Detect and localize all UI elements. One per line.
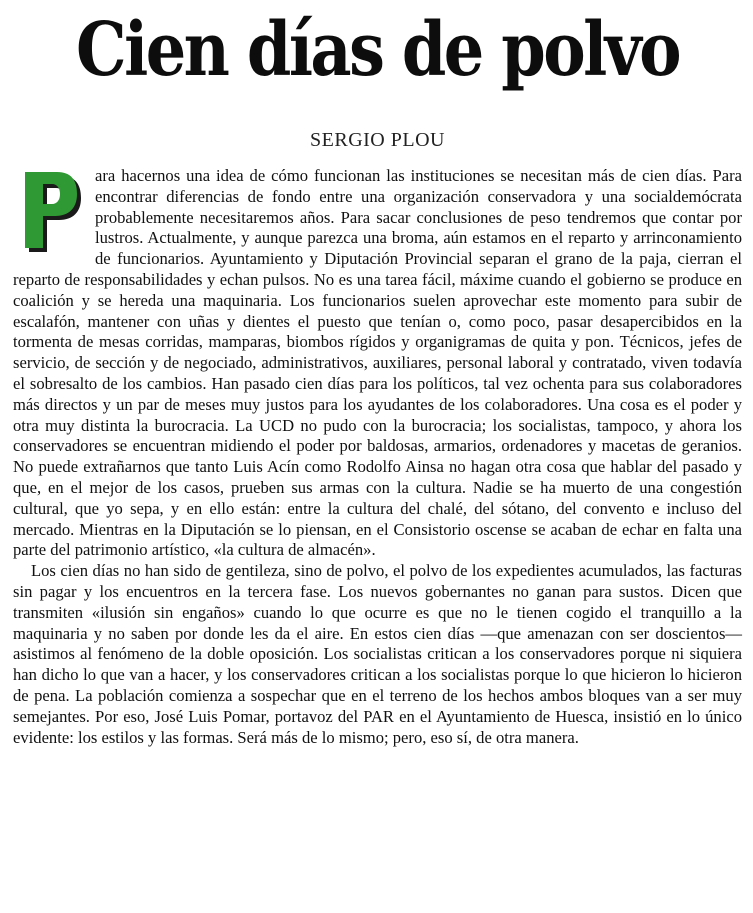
dropcap-letter-p xyxy=(23,170,81,256)
byline: SERGIO PLOU xyxy=(310,129,445,151)
article-body xyxy=(13,166,742,748)
paragraph-2: Los cien días no han sido de gentileza, sino de polvo, el polvo de los expedientes acumulados, las facturas sin pagar y los encuentros en la tercera fase. Los nuevos gobernantes no ganan para sustos. Dicen que transmiten «ilusión sin engaños» cuando lo que ocurre es que no le tienen cogido el tranquillo a la maquinaria y no saben por donde les da el aire. En estos cien días —que amenazan con ser doscientos— asistimos al fenómeno de la doble oposición. Los socialistas critican a los conservadores porque ni siquiera han dicho lo que van a hacer, y los conservadores critican a los socialistas porque lo que hicieron lo hicieron de pena. La población comienza a sospechar que en el terreno de los hechos ambos bloques van a ser muy semejantes. Por eso, José Luis Pomar, portavoz del PAR en el Ayuntamiento de Huesca, insistió en lo único evidente: los estilos y las formas. Será más de lo mismo; pero, eso sí, de otra manera. xyxy=(13,561,742,747)
dropcap-p xyxy=(23,170,81,256)
paragraph-1: ara hacernos una idea de cómo funcionan las instituciones se necesitan más de cien días. Para encontrar diferencias de fondo entre una organización conservadora y una socialdemócrata probablemente necesitaremos años. Para sacar conclusiones de peso tendremos que contar por lustros. Actualmente, y aunque parezca una broma, aún estamos en el reparto y arrinconamiento de funcionarios. Ayuntamiento y Diputación Provincial separan el grano de la paja, cierran el reparto de responsabilidades y echan pulsos. No es una tarea fácil, máxime cuando el gobierno se produce en coalición y se hereda una maquinaria. Los funcionarios suelen aprovechar este momento para subir de escalafón, mantener con uñas y dientes el puesto que tenían o, como poco, pasar desapercibidos en la tormenta de mesas corridas, mamparas, biombos rígidos y organigramas de quita y pon. Técnicos, jefes de servicio, de sección y de negociado, administrativos, auxiliares, personal laboral y contratado, viven todavía el sobresalto de los cambios. Han pasado cien días para los políticos, tal vez ochenta para sus colaboradores más directos y un par de meses muy justos para los ayudantes de los colaboradores. Una cosa es el poder y otra muy distinta la burocracia. La UCD no pudo con la burocracia; los socialistas, tampoco, y ahora los conservadores se encuentran midiendo el poder por baldosas, armarios, ordenadores y macetas de geranios. No puede extrañarnos que tanto Luis Acín como Rodolfo Ainsa no hagan otra cosa que hablar del pasado y que, en el mejor de los casos, prueben sus armas con la cultura. Nadie se ha muerto de una congestión cultural, que yo sepa, y en ello están: entre la cultura del chalé, del sótano, del convento e incluso del mercado. Mientras en la Diputación se lo piensan, en el Consistorio oscense se acaban de echar en falta una parte del patrimonio artístico, «la cultura de almacén». xyxy=(13,166,742,560)
headline: Cien días de polvo xyxy=(76,7,679,93)
